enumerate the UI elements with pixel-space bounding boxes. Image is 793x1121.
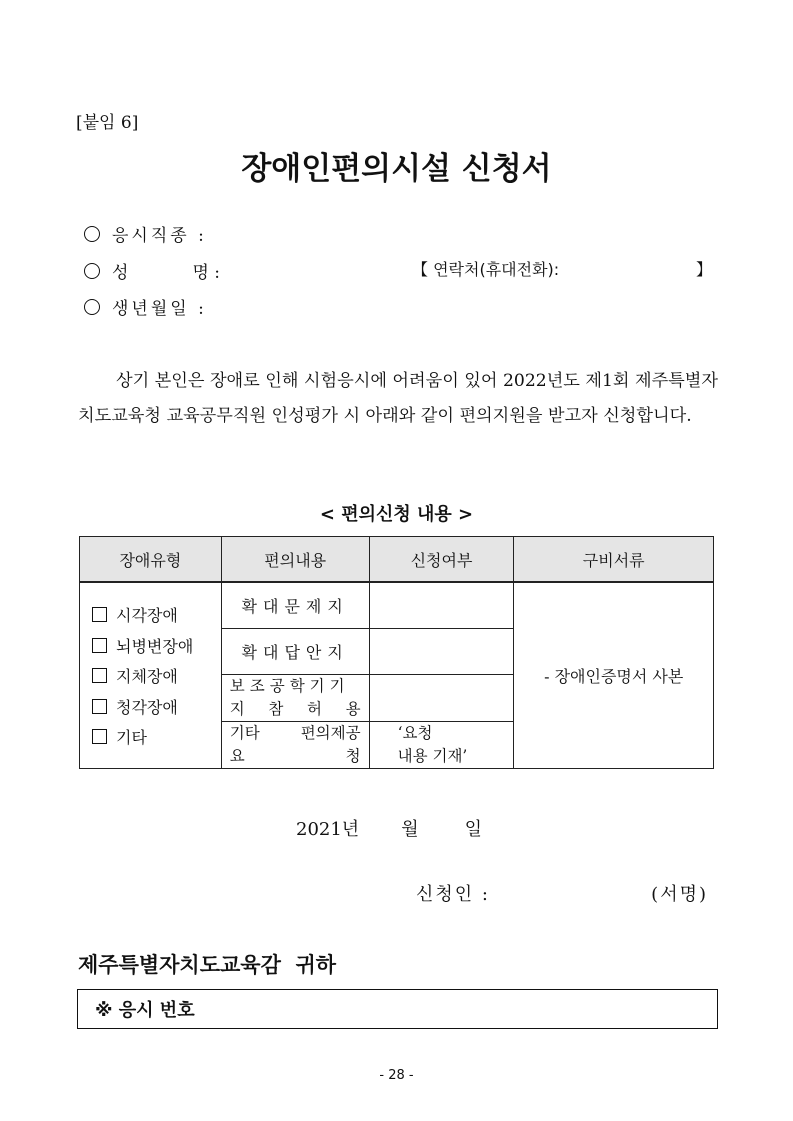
contact-close: 】 xyxy=(695,260,712,279)
name-label xyxy=(112,258,220,283)
section-subtitle: < 편의신청 내용 > xyxy=(319,504,474,525)
request-cell[interactable] xyxy=(369,629,514,675)
birth-label: 생년월일 : xyxy=(112,299,207,319)
checkbox-brain-lesion[interactable]: 뇌병변장애 xyxy=(92,630,221,661)
birth-field xyxy=(84,294,207,319)
addressee: 제주특별자치도교육감 귀하 xyxy=(78,953,337,977)
accommodation-table xyxy=(79,536,714,769)
contact-label: 【 연락처(휴대전화): xyxy=(412,260,560,279)
checkbox-icon[interactable] xyxy=(92,607,107,622)
header-request: 신청여부 xyxy=(369,537,514,583)
date-year: 2021년 xyxy=(296,819,360,840)
contact-field xyxy=(412,257,712,280)
header-documents: 구비서류 xyxy=(514,537,714,583)
request-cell[interactable] xyxy=(369,582,514,629)
name-label-b: 명 : xyxy=(192,263,220,283)
document-title: 장애인편의시설 신청서 xyxy=(241,151,552,187)
header-disability-type: 장애유형 xyxy=(80,537,222,583)
table-header-row xyxy=(80,537,714,583)
name-field xyxy=(84,258,220,283)
exam-job-field xyxy=(84,221,207,246)
exam-number-box[interactable] xyxy=(77,989,718,1029)
checkbox-icon[interactable] xyxy=(92,699,107,714)
checkbox-visual[interactable]: 시각장애 xyxy=(92,599,221,630)
page-number: - 28 - xyxy=(379,1068,414,1083)
checkbox-physical[interactable]: 지체장애 xyxy=(92,660,221,691)
application-paragraph: 상기 본인은 장애로 인해 시험응시에 어려움이 있어 2022년도 제1회 제주특별자치도교육청 교육공무직원 인성평가 시 아래와 같이 편의지원을 받고자 신청합니다. xyxy=(78,371,718,426)
required-documents: - 장애인증명서 사본 xyxy=(514,582,714,769)
applicant-line xyxy=(416,880,708,906)
checkbox-icon[interactable] xyxy=(92,668,107,683)
exam-job-label: 응시직종 : xyxy=(112,226,207,246)
name-label-a: 성 xyxy=(112,263,129,283)
request-note[interactable]: ‘요청 내용 기재’ xyxy=(369,722,514,769)
attachment-label: [붙임 6] xyxy=(76,113,139,133)
request-cell[interactable] xyxy=(369,675,514,722)
accommodation-other: 기타 편의제공 요 청 xyxy=(221,722,369,769)
table-row xyxy=(80,582,714,629)
disability-type-list xyxy=(80,582,222,769)
date-month: 월 xyxy=(401,819,419,840)
circle-bullet-icon xyxy=(84,226,100,242)
accommodation-large-question: 확대문제지 xyxy=(221,582,369,629)
date-line xyxy=(296,815,482,841)
checkbox-hearing[interactable]: 청각장애 xyxy=(92,691,221,722)
accommodation-large-answer: 확대답안지 xyxy=(221,629,369,675)
checkbox-icon[interactable] xyxy=(92,638,107,653)
checkbox-icon[interactable] xyxy=(92,729,107,744)
header-accommodation: 편의내용 xyxy=(221,537,369,583)
accommodation-assistive-device: 보조공학기기 지 참 허 용 xyxy=(221,675,369,722)
exam-number-label: ※ 응시 번호 xyxy=(95,1000,195,1021)
circle-bullet-icon xyxy=(84,263,100,279)
signature-label: (서명) xyxy=(651,884,708,905)
applicant-label: 신청인 : xyxy=(416,884,490,905)
checkbox-other[interactable]: 기타 xyxy=(92,721,221,752)
date-day: 일 xyxy=(464,819,482,840)
circle-bullet-icon xyxy=(84,299,100,315)
